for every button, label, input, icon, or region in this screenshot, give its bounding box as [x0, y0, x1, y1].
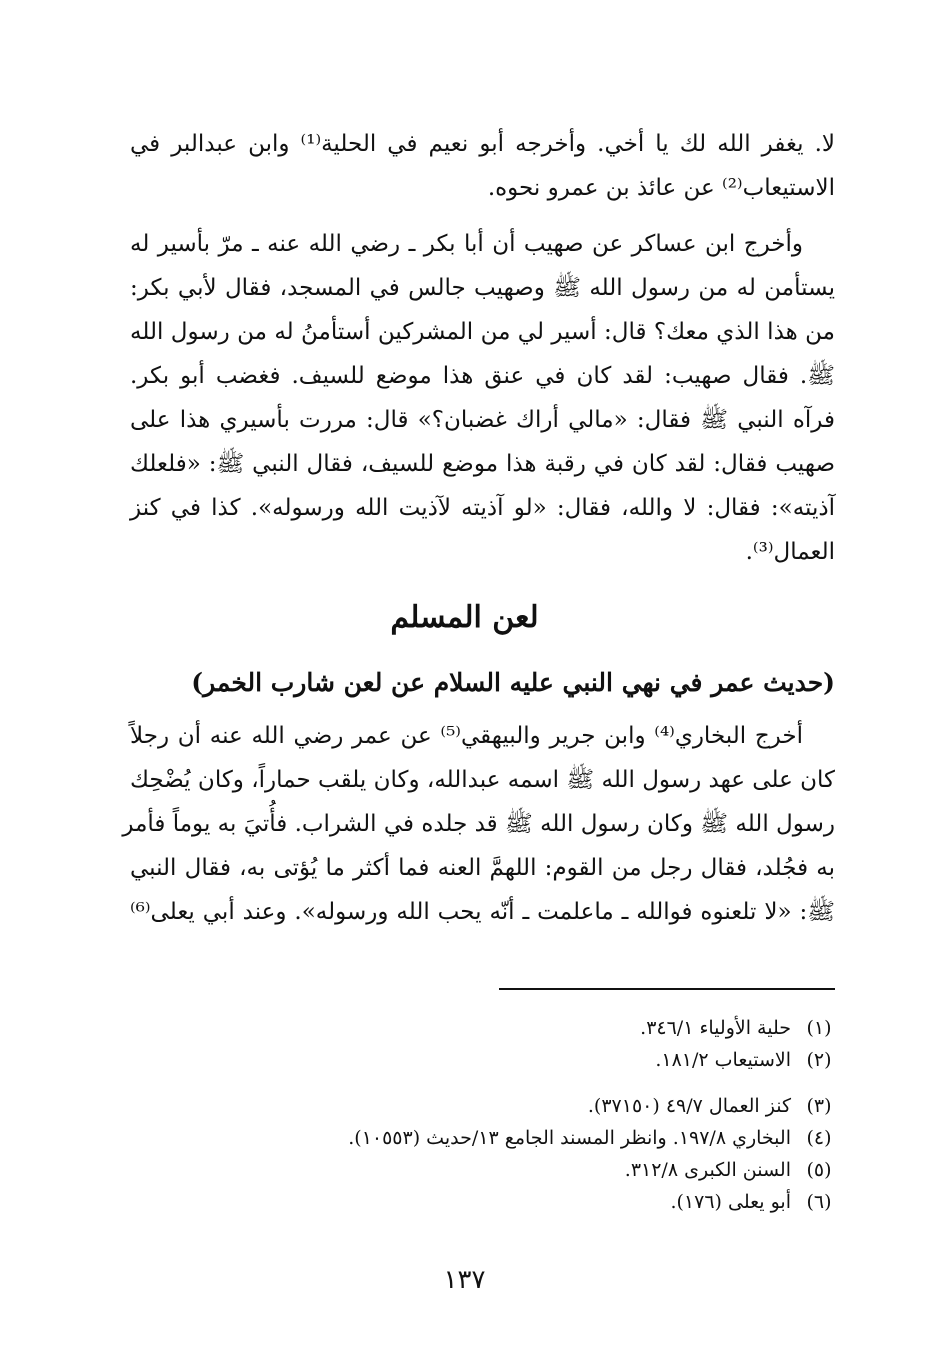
section-subtitle: (حديث عمر في نهي النبي عليه السلام عن لعن شارب الخمر) [191, 668, 835, 697]
text-line: به فجُلد، فقال رجل من القوم: اللهمَّ العنه فما أكثر ما يُؤتى به، فقال النبي [130, 855, 835, 881]
text-line: لا. يغفر الله لك يا أخي. وأخرجه أبو نعيم في الحلية⁽¹⁾ وابن عبدالبر في [130, 131, 835, 157]
footnote-text: أبو يعلى (١٧٦). [670, 1191, 791, 1213]
section-title: لعن المسلم [390, 600, 539, 635]
paragraph-1 [130, 122, 835, 210]
text-line: آذيته»: فقال: لا والله، فقال: «لو آذيته لآذيت الله ورسوله». كذا في كنز [130, 495, 835, 521]
footnote-number: (٥) [806, 1159, 832, 1181]
page-number: ١٣٧ [443, 1265, 486, 1295]
text-line: كان على عهد رسول الله ﷺ اسمه عبدالله، وكان يلقب حماراً، وكان يُضْحِك [130, 767, 835, 793]
footnotes-list [130, 1012, 833, 1218]
text-line: ﷺ: «لا تلعنوه فوالله ـ ماعلمت ـ أنّه يحب الله ورسوله». وعند أبي يعلى⁽⁶⁾ [130, 899, 835, 925]
text-line: العمال⁽³⁾. [745, 539, 835, 565]
footnote-number: (١) [806, 1017, 832, 1039]
footnote-text: البخاري ١٩٧/٨. وانظر المسند الجامع ١٣/حديث (١٠٥٥٣). [348, 1127, 791, 1149]
footnote-1 [130, 1012, 833, 1044]
paragraph-2 [130, 222, 835, 574]
footnote-6 [130, 1186, 833, 1218]
footnote-number: (٤) [806, 1127, 832, 1149]
text-line: يستأمن له من رسول الله ﷺ وصهيب جالس في المسجد، فقال لأبي بكر: [130, 275, 835, 301]
footnote-number: (٣) [806, 1095, 832, 1117]
text-line: صهيب فقال: لقد كان في رقبة هذا موضع للسيف، فقال النبي ﷺ: «فلعلك [130, 451, 835, 477]
text-line: ﷺ. فقال صهيب: لقد كان في عنق هذا موضع للسيف. فغضب أبو بكر. [130, 363, 835, 389]
footnote-2 [130, 1044, 833, 1076]
text-line: أخرج البخاري⁽⁴⁾ وابن جرير والبيهقي⁽⁵⁾ عن عمر رضي الله عنه أن رجلاً [130, 723, 803, 749]
footnote-number: (٦) [806, 1191, 832, 1213]
footnote-text: السنن الكبرى ٣١٢/٨. [624, 1159, 791, 1181]
footnote-4 [130, 1122, 833, 1154]
text-line: من هذا الذي معك؟ قال: أسير لي من المشركين أستأمنُ له من رسول الله [130, 319, 835, 345]
footnote-divider [499, 988, 835, 990]
text-line: فرآه النبي ﷺ فقال: «مالي أراك غضبان؟» قال: مررت بأسيري هذا على [130, 407, 835, 433]
footnote-text: حلية الأولياء ٣٤٦/١. [640, 1017, 791, 1039]
footnote-text: كنز العمال ٤٩/٧ (٣٧١٥٠). [587, 1095, 791, 1117]
text-line: رسول الله ﷺ وكان رسول الله ﷺ قد جلده في الشراب. فأُتيَ به يوماً فأمر [122, 811, 835, 837]
footnote-number: (٢) [806, 1049, 832, 1071]
footnote-text: الاستيعاب ١٨١/٢. [655, 1049, 791, 1071]
text-line: الاستيعاب⁽²⁾ عن عائذ بن عمرو نحوه. [487, 175, 835, 201]
paragraph-3 [122, 714, 835, 934]
text-line: وأخرج ابن عساكر عن صهيب أن أبا بكر ـ رضي الله عنه ـ مرّ بأسير له [130, 231, 803, 257]
footnote-3 [130, 1090, 833, 1122]
footnote-5 [130, 1154, 833, 1186]
